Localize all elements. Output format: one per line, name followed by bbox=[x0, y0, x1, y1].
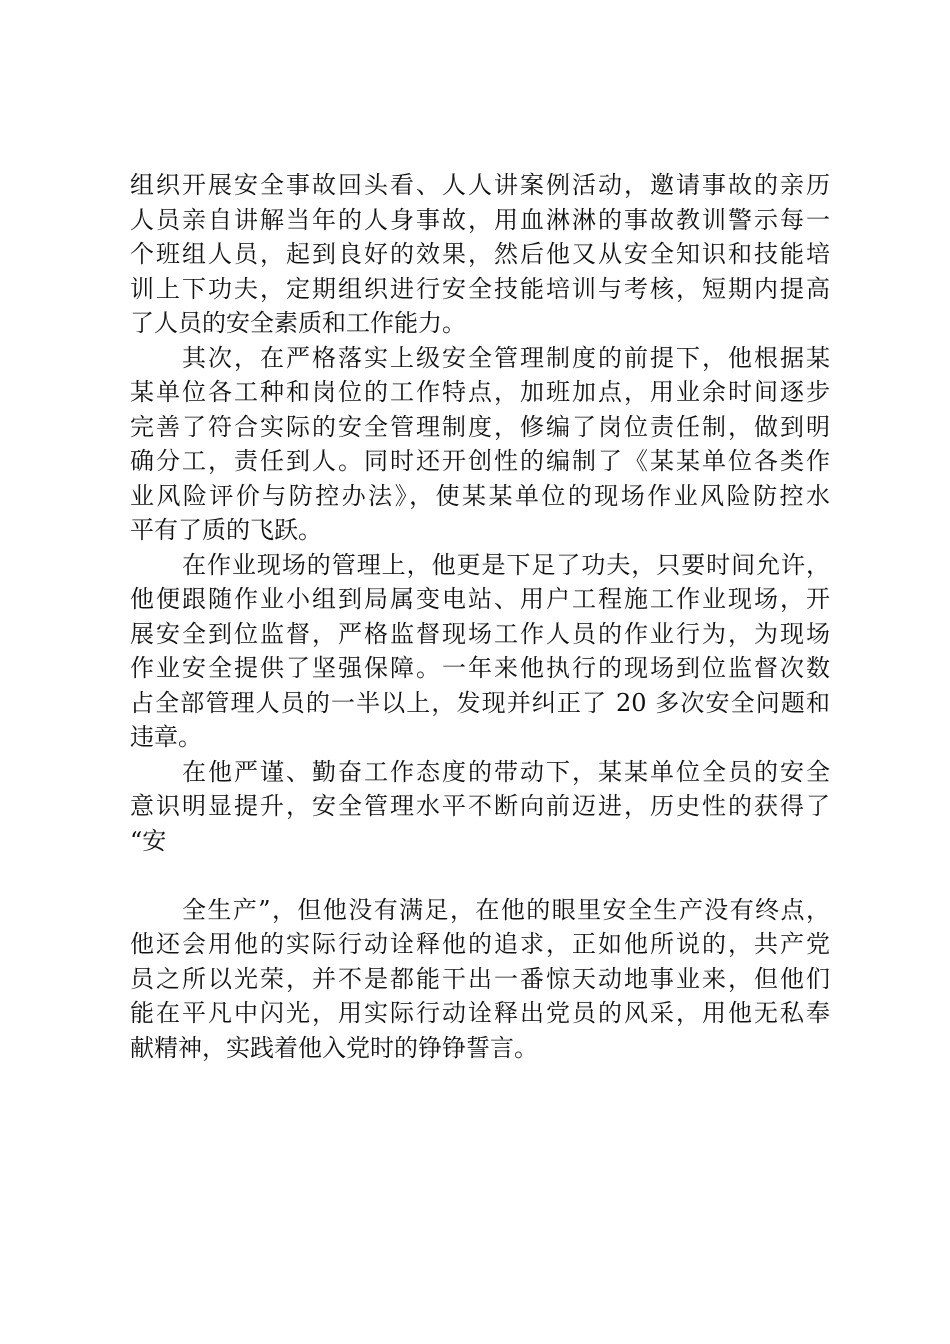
text-line: 个班组人员，起到良好的效果，然后他又从安全知识和技能培 bbox=[130, 240, 830, 268]
text-line: 违章。 bbox=[130, 723, 202, 751]
text-line: 作业安全提供了坚强保障。一年来他执行的现场到位监督次数 bbox=[130, 654, 830, 682]
text-line: 完善了符合实际的安全管理制度，修编了岗位责任制，做到明 bbox=[130, 412, 830, 441]
text-line: 在作业现场的管理上，他更是下足了功夫，只要时间允许， bbox=[182, 550, 830, 579]
text-line: 组织开展安全事故回头看、人人讲案例活动，邀请事故的亲历 bbox=[130, 171, 830, 199]
text-line: 其次，在严格落实上级安全管理制度的前提下，他根据某 bbox=[182, 343, 830, 372]
text-line: 他便跟随作业小组到局属变电站、用户工程施工作业现场，开 bbox=[130, 585, 830, 613]
text-line: 献精神，实践着他入党时的铮铮誓言。 bbox=[130, 1033, 538, 1062]
body-text bbox=[130, 168, 830, 1065]
text-line: 训上下功夫，定期组织进行安全技能培训与考核，短期内提高 bbox=[130, 274, 830, 303]
text-line: 能在平凡中闪光，用实际行动诠释出党员的风采，用他无私奉 bbox=[130, 999, 830, 1027]
text-line: 人员亲自讲解当年的人身事故，用血淋淋的事故教训警示每一 bbox=[130, 205, 830, 234]
text-line: 员之所以光荣，并不是都能干出一番惊天动地事业来，但他们 bbox=[130, 964, 830, 993]
text-line: 展安全到位监督，严格监督现场工作人员的作业行为，为现场 bbox=[130, 619, 830, 648]
text-line: 占全部管理人员的一半以上，发现并纠正了 20 多次安全问题和 bbox=[130, 688, 830, 717]
text-line: 在他严谨、勤奋工作态度的带动下，某某单位全员的安全 bbox=[182, 757, 830, 786]
text-line: 全生产”，但他没有满足，在他的眼里安全生产没有终点， bbox=[182, 895, 830, 924]
text-line: 平有了质的飞跃。 bbox=[130, 516, 322, 544]
text-line bbox=[130, 858, 830, 893]
text-line: 某单位各工种和岗位的工作特点，加班加点，用业余时间逐步 bbox=[130, 378, 830, 406]
text-line: 确分工，责任到人。同时还开创性的编制了《某某单位各类作 bbox=[130, 447, 830, 475]
text-line: 业风险评价与防控办法》，使某某单位的现场作业风险防控水 bbox=[130, 481, 830, 510]
text-line: 他还会用他的实际行动诠释他的追求，正如他所说的，共产党 bbox=[130, 930, 830, 958]
text-line: “安 bbox=[130, 826, 167, 855]
text-line: 意识明显提升，安全管理水平不断向前迈进，历史性的获得了 bbox=[130, 792, 830, 820]
text-line: 了人员的安全素质和工作能力。 bbox=[130, 309, 466, 337]
